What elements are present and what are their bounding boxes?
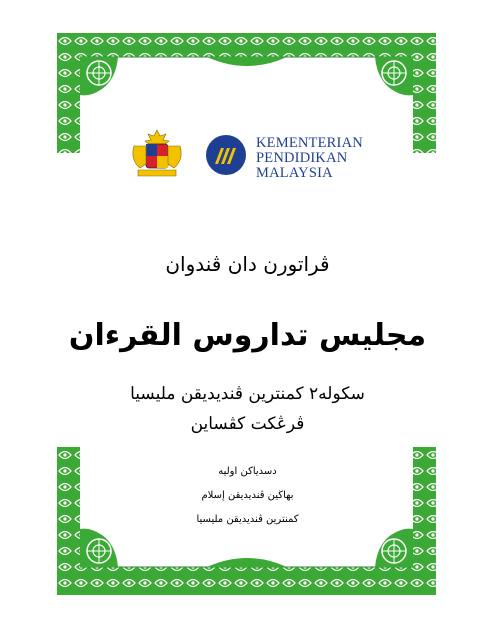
- ministry-wordmark-line-3: MALAYSIA: [256, 165, 333, 181]
- ministry-wordmark-line-1: KEMENTERIAN: [256, 135, 363, 151]
- corner-ornament-bottom-left: [80, 529, 118, 567]
- level-line: ڤرڠكت كڤساين: [190, 414, 305, 434]
- top-center-arch: [207, 57, 287, 66]
- ministry-wordmark: [256, 136, 406, 181]
- ministry-wordmark-line-2: PENDIDIKAN: [256, 150, 348, 166]
- bottom-ornamental-border: [57, 447, 436, 595]
- corner-ornament-bottom-right: [375, 529, 413, 567]
- credits-ministry: كمنترين ڤنديديقن مليسيا: [196, 514, 299, 525]
- ministry-logo-icon: [205, 134, 247, 176]
- logo-bar: [0, 128, 495, 184]
- school-line: سكوله٢ كمنترين ڤنديديقن مليسيا: [130, 384, 365, 404]
- bottom-center-arch: [207, 558, 287, 567]
- credits-division: بهاڬين ڤنديديقن إسلام: [201, 490, 294, 501]
- corner-ornament-top-right: [375, 57, 413, 95]
- malaysia-coat-of-arms-icon: [128, 128, 186, 180]
- credits-prepared-by: دسدياكن اوليه: [218, 466, 277, 477]
- corner-ornament-top-left: [80, 57, 118, 95]
- document-subtitle: ڤراتورن دان ڤندوان: [165, 252, 330, 276]
- document-title: مجليس تداروس القرءان: [68, 318, 427, 353]
